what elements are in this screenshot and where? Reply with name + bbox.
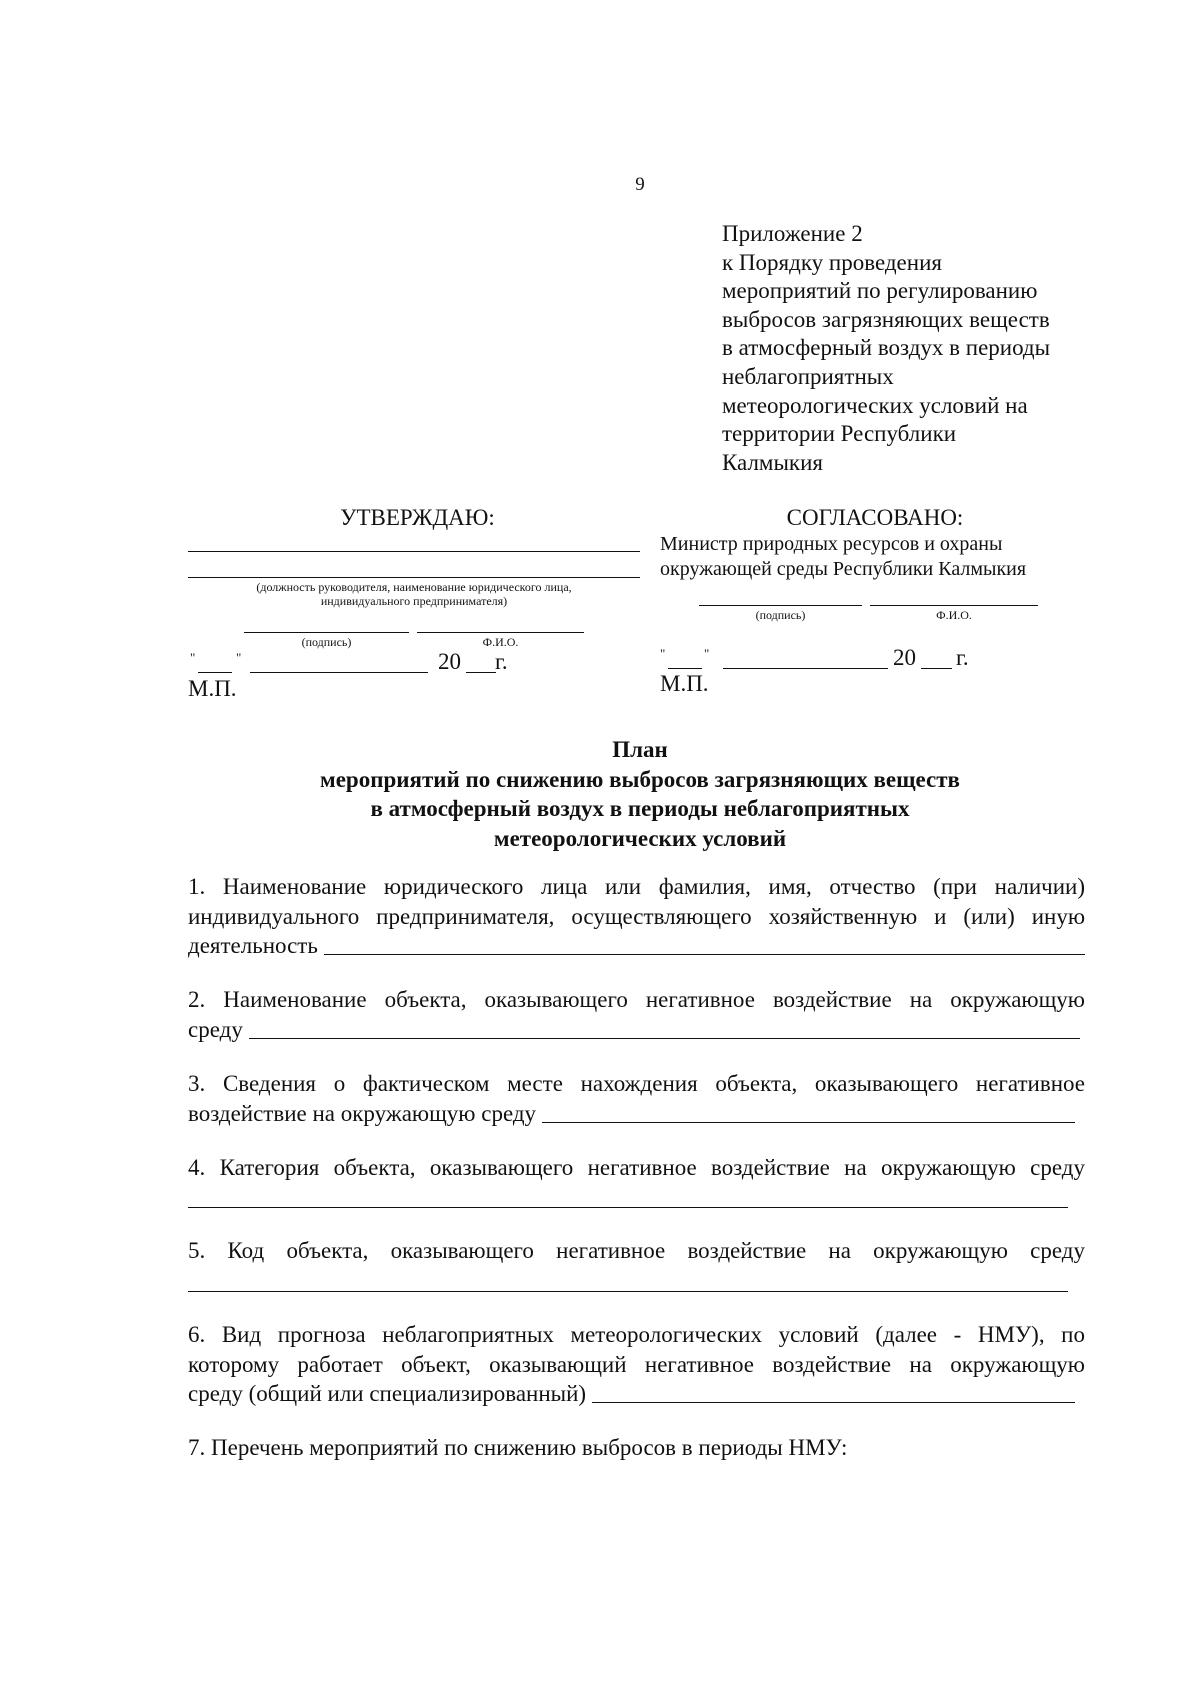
- item-text: 6. Вид прогноза неблагоприятных метеорологических условий (далее - НМУ), по: [188, 1322, 1085, 1347]
- appendix-line: выбросов загрязняющих веществ: [722, 306, 1050, 332]
- appendix-line: к Порядку проведения: [722, 249, 942, 275]
- item-text: 3. Сведения о фактическом месте нахождения объекта, оказывающего негативное: [188, 1071, 1085, 1096]
- signature-caption: (подпись): [301, 635, 352, 649]
- name-line[interactable]: [417, 632, 584, 633]
- appendix-line: Приложение 2: [722, 221, 863, 246]
- title-line: мероприятий по снижению выбросов загрязняющих веществ: [320, 766, 960, 792]
- name-caption: Ф.И.О.: [482, 635, 519, 649]
- quote-close: ": [236, 650, 242, 665]
- signature-line[interactable]: [244, 632, 409, 633]
- quote-open: ": [660, 646, 666, 661]
- quote-close: ": [704, 646, 710, 661]
- year-suffix: г.: [495, 649, 508, 674]
- year-suffix: г.: [956, 645, 969, 670]
- item-text: 7. Перечень мероприятий по снижению выбросов в периоды НМУ:: [188, 1435, 848, 1460]
- appendix-line: метеорологических условий на: [722, 392, 1028, 418]
- day-line[interactable]: [198, 672, 232, 673]
- fill-line[interactable]: [324, 954, 1085, 955]
- day-line[interactable]: [668, 668, 702, 669]
- item-text: которому работает объект, оказывающий негативное воздействие на окружающую: [188, 1351, 1085, 1377]
- item-text: 4. Категория объекта, оказывающего негативное воздействие на окружающую среду: [188, 1155, 1085, 1180]
- fill-line[interactable]: [592, 1402, 1075, 1403]
- fill-line[interactable]: [542, 1122, 1075, 1123]
- item-6: [188, 1320, 1085, 1409]
- item-5: [188, 1236, 1085, 1266]
- item-2: [188, 985, 1085, 1044]
- item-4: [188, 1153, 1085, 1183]
- item-text: деятельность: [188, 933, 318, 958]
- item-3: [188, 1069, 1085, 1128]
- name-line[interactable]: [870, 605, 1038, 606]
- signature-line[interactable]: [699, 605, 862, 606]
- month-line[interactable]: [250, 672, 428, 673]
- year-line[interactable]: [466, 672, 496, 673]
- approve-heading: УТВЕРЖДАЮ:: [340, 505, 495, 530]
- seal-label: М.П.: [660, 671, 709, 696]
- item-text: среду: [188, 1016, 243, 1042]
- position-line-2[interactable]: [188, 577, 640, 578]
- appendix-line: территории Республики: [722, 421, 957, 447]
- appendix-line: Калмыкия: [722, 449, 823, 475]
- appendix-line: мероприятий по регулированию: [722, 278, 1038, 304]
- year-prefix: 20: [438, 649, 461, 674]
- position-caption: индивидуального предпринимателя): [320, 594, 508, 608]
- item-text: 1. Наименование юридического лица или фамилия, имя, отчество (при наличии): [188, 874, 1085, 899]
- appendix-line: неблагоприятных: [722, 363, 894, 389]
- page-number: 9: [635, 174, 645, 195]
- year-line[interactable]: [921, 668, 952, 669]
- quote-open: ": [190, 650, 196, 665]
- fill-line[interactable]: [188, 1291, 1068, 1292]
- minister-line: Министр природных ресурсов и охраны: [660, 533, 1003, 555]
- title-line: План: [612, 737, 668, 762]
- title-line: в атмосферный воздух в периоды неблагоприятных: [370, 796, 910, 821]
- seal-label: М.П.: [188, 676, 237, 701]
- agree-heading: СОГЛАСОВАНО:: [786, 505, 964, 530]
- fill-line[interactable]: [249, 1038, 1080, 1039]
- appendix-line: в атмосферный воздух в периоды: [722, 335, 1051, 361]
- item-text: 2. Наименование объекта, оказывающего негативное воздействие на окружающую: [188, 987, 1085, 1012]
- position-line-1[interactable]: [188, 551, 640, 552]
- signature-caption: (подпись): [755, 608, 806, 622]
- item-text: 5. Код объекта, оказывающего негативное воздействие на окружающую среду: [188, 1238, 1085, 1263]
- month-line[interactable]: [723, 668, 888, 669]
- position-caption: (должность руководителя, наименование юридического лица,: [256, 580, 572, 594]
- item-text: среду (общий или специализированный): [188, 1381, 587, 1406]
- item-1: [188, 872, 1085, 961]
- name-caption: Ф.И.О.: [936, 608, 972, 622]
- item-text: индивидуального предпринимателя, осуществляющего хозяйственную и (или) иную: [188, 903, 1085, 929]
- title-line: метеорологических условий: [493, 825, 787, 851]
- fill-line[interactable]: [188, 1207, 1068, 1208]
- item-7: [188, 1433, 1085, 1463]
- appendix-block: [722, 220, 1050, 477]
- minister-line: окружающей среды Республики Калмыкия: [660, 558, 1027, 580]
- item-text: воздействие на окружающую среду: [188, 1100, 537, 1126]
- year-prefix: 20: [893, 645, 916, 670]
- document-title: [0, 735, 1200, 853]
